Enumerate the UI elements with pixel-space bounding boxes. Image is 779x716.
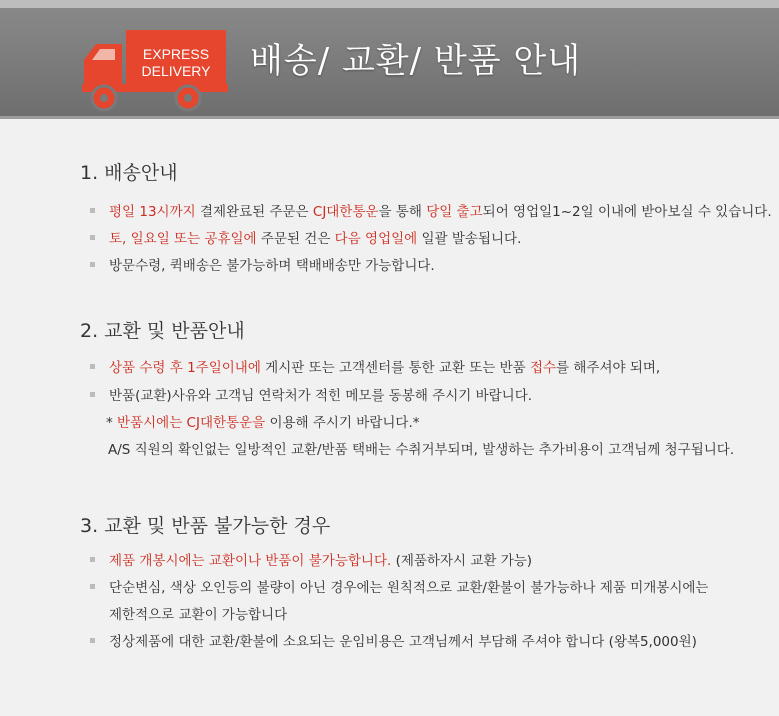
bullet-icon: [90, 235, 95, 240]
bullet-icon: [90, 262, 95, 267]
item-text: (제품하자시 교환 가능): [391, 553, 533, 569]
section-title-delivery: 1. 배송안내: [80, 162, 178, 184]
section-title-exceptions: 3. 교환 및 반품 불가능한 경우: [80, 515, 331, 537]
highlight-text: 평일 13시까지: [109, 204, 196, 220]
highlight-text: 접수: [529, 360, 557, 376]
item-text: 결제완료된 주문은: [195, 204, 313, 220]
item-text: 주문된 건은: [256, 231, 335, 247]
badge-line1: EXPRESS: [142, 46, 210, 62]
item-text: 단순변심, 색상 오인등의 불량이 아닌 경우에는 원칙적으로 교환/환불이 불가능하나 제품 미개봉시에는: [109, 580, 709, 596]
note-text: *: [106, 415, 118, 431]
highlight-text: CJ대한통운: [312, 204, 379, 220]
highlight-text: 당일 출고: [426, 204, 483, 220]
item-text: 반품(교환)사유와 고객님 연락처가 적힌 메모를 동봉해 주시기 바랍니다.: [109, 388, 533, 404]
page-header: [0, 0, 779, 119]
header-shine: [0, 0, 779, 8]
item-text: 정상제품에 대한 교환/환불에 소요되는 운임비용은 고객님께서 부담해 주셔야 합니다 (왕복5,000원): [109, 634, 697, 650]
item-text: 을 통해: [378, 204, 427, 220]
list-item: [90, 576, 708, 596]
bullet-icon: [90, 392, 95, 397]
list-item: [90, 384, 532, 404]
note-line: A/S 직원의 확인없는 일방적인 교환/반품 택배는 수취거부되며, 발생하는 추가비용이 고객님께 청구됩니다.: [108, 442, 735, 458]
bullet-icon: [90, 364, 95, 369]
list-item: [90, 254, 435, 274]
note-line: [106, 411, 419, 431]
bullet-icon: [90, 638, 95, 643]
list-item: [90, 227, 521, 247]
delivery-truck-icon: [82, 24, 230, 114]
section-title-exchange: 2. 교환 및 반품안내: [80, 320, 245, 342]
list-item: [90, 356, 660, 376]
highlight-text: 다음 영업일에: [334, 231, 418, 247]
item-text: 되어 영업일1~2일 이내에 받아보실 수 있습니다.: [482, 204, 772, 220]
item-text: 게시판 또는 고객센터를 통한 교환 또는 반품: [260, 360, 530, 376]
item-text: 를 해주셔야 되며,: [556, 360, 661, 376]
highlight-text: 제품 개봉시에는 교환이나 반품이 불가능합니다.: [109, 553, 392, 569]
bullet-icon: [90, 208, 95, 213]
list-item: [90, 549, 532, 569]
note-text: 이용해 주시기 바랍니다.*: [265, 415, 420, 431]
page-title: 배송/ 교환/ 반품 안내: [250, 41, 582, 81]
highlight-text: 상품 수령 후 1주일이내에: [109, 360, 261, 376]
bullet-icon: [90, 557, 95, 562]
highlight-text: 토, 일요일 또는 공휴일에: [109, 231, 257, 247]
list-item: [90, 200, 772, 220]
item-text: 방문수령, 퀵배송은 불가능하며 택배배송만 가능합니다.: [109, 258, 435, 274]
item-text: 일괄 발송됩니다.: [417, 231, 522, 247]
badge-line2: DELIVERY: [141, 63, 211, 79]
highlight-text: 반품시에는 CJ대한통운을: [117, 415, 266, 431]
bullet-icon: [90, 584, 95, 589]
list-item: [90, 630, 697, 650]
item-continuation: 제한적으로 교환이 가능합니다: [109, 607, 288, 623]
